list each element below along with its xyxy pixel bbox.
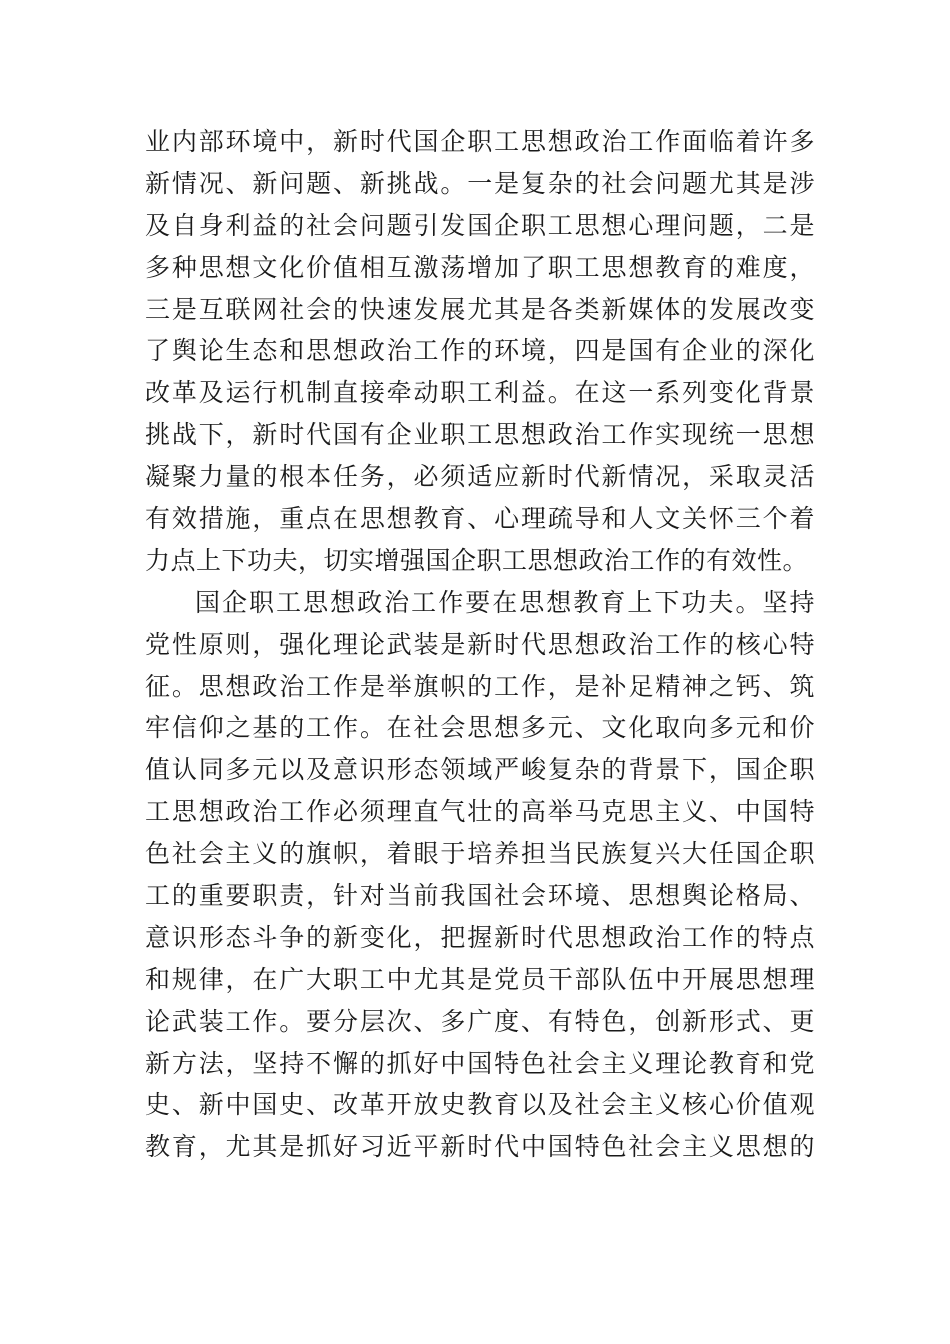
text-line: 有效措施，重点在思想教育、心理疏导和人文关怀三个着	[145, 504, 815, 534]
text-line: 和规律，在广大职工中尤其是党员干部队伍中开展思想理	[145, 964, 815, 994]
text-line: 新情况、新问题、新挑战。一是复杂的社会问题尤其是涉	[145, 168, 815, 198]
paragraph-first-line: 国企职工思想政治工作要在思想教育上下功夫。坚持	[195, 587, 815, 617]
text-line: 教育，尤其是抓好习近平新时代中国特色社会主义思想的	[145, 1132, 815, 1162]
text-line: 工的重要职责，针对当前我国社会环境、思想舆论格局、	[145, 881, 815, 911]
text-line: 党性原则，强化理论武装是新时代思想政治工作的核心特	[145, 629, 815, 659]
text-line: 挑战下，新时代国有企业职工思想政治工作实现统一思想	[145, 420, 815, 450]
text-line: 征。思想政治工作是举旗帜的工作，是补足精神之钙、筑	[145, 671, 815, 701]
text-line: 及自身利益的社会问题引发国企职工思想心理问题，二是	[145, 210, 815, 240]
text-line: 色社会主义的旗帜，着眼于培养担当民族复兴大任国企职	[145, 839, 815, 869]
text-line: 业内部环境中，新时代国企职工思想政治工作面临着许多	[145, 127, 815, 156]
text-line: 了舆论生态和思想政治工作的环境，四是国有企业的深化	[145, 336, 815, 366]
text-line: 史、新中国史、改革开放史教育以及社会主义核心价值观	[145, 1090, 815, 1120]
text-line: 工思想政治工作必须理直气壮的高举马克思主义、中国特	[145, 797, 815, 827]
text-line: 凝聚力量的根本任务，必须适应新时代新情况，采取灵活	[145, 462, 815, 492]
text-line: 值认同多元以及意识形态领域严峻复杂的背景下，国企职	[145, 755, 815, 785]
text-line: 新方法，坚持不懈的抓好中国特色社会主义理论教育和党	[145, 1048, 815, 1078]
text-line: 三是互联网社会的快速发展尤其是各类新媒体的发展改变	[145, 294, 815, 324]
text-line: 改革及运行机制直接牵动职工利益。在这一系列变化背景	[145, 378, 815, 408]
paragraph-end-line: 力点上下功夫，切实增强国企职工思想政治工作的有效性。	[145, 545, 809, 575]
text-line: 意识形态斗争的新变化，把握新时代思想政治工作的特点	[145, 922, 815, 952]
text-line: 多种思想文化价值相互激荡增加了职工思想教育的难度，	[145, 252, 815, 282]
text-line: 牢信仰之基的工作。在社会思想多元、文化取向多元和价	[145, 713, 815, 743]
body-text	[145, 121, 815, 1168]
text-line: 论武装工作。要分层次、多广度、有特色，创新形式、更	[145, 1006, 815, 1036]
